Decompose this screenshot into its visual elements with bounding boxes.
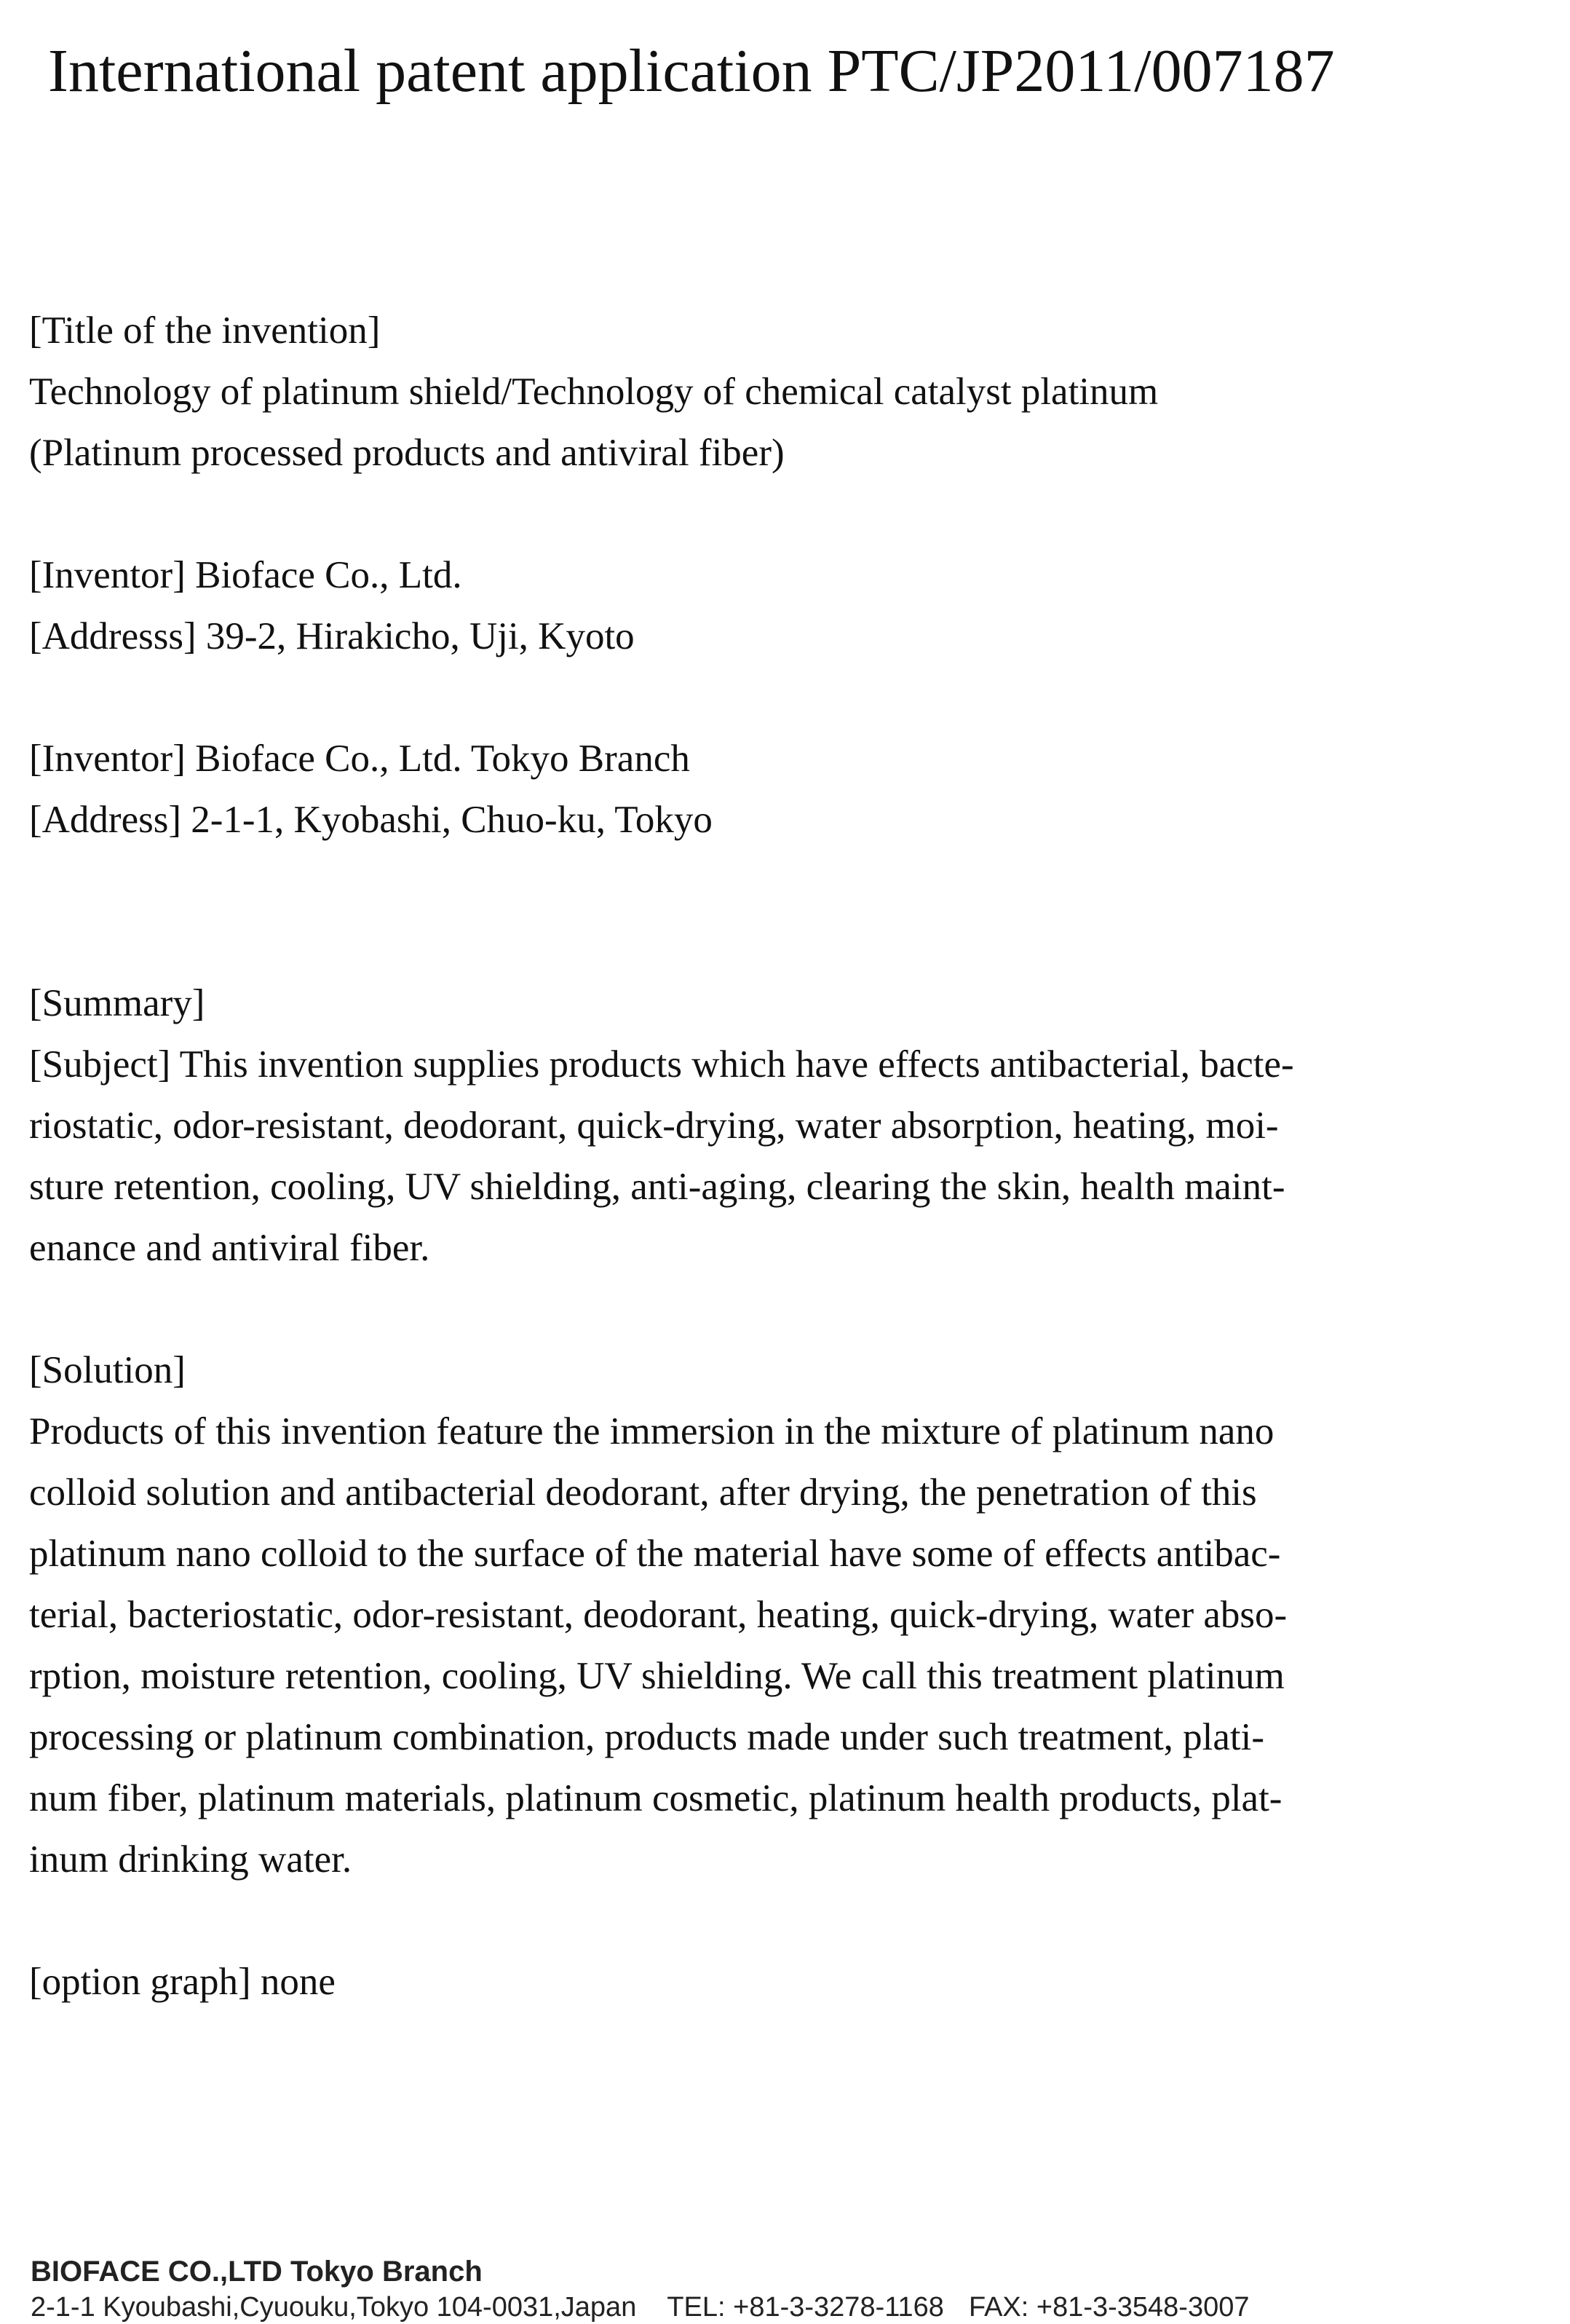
solution-line-4: terial, bacteriostatic, odor-resistant, deodorant, heating, quick-drying, water abso- — [29, 1594, 1288, 1636]
solution-line-1: Products of this invention feature the immersion in the mixture of platinum nano — [29, 1410, 1274, 1452]
footer-fax: FAX: +81-3-3548-3007 — [968, 2292, 1250, 2323]
invention-title-line-2: (Platinum processed products and antiviral fiber) — [29, 432, 785, 474]
summary-heading: [Summary] — [29, 982, 205, 1024]
solution-line-7: num fiber, platinum materials, platinum cosmetic, platinum health products, plat- — [29, 1777, 1282, 1819]
footer-contact — [31, 2291, 1250, 2324]
inventor-2: [Inventor] Bioface Co., Ltd. Tokyo Branch — [29, 738, 690, 780]
solution-line-8: inum drinking water. — [29, 1838, 352, 1881]
solution-line-6: processing or platinum combination, products made under such treatment, plati- — [29, 1716, 1265, 1758]
solution-line-3: platinum nano colloid to the surface of the material have some of effects antibac- — [29, 1533, 1281, 1575]
address-1: [Addresss] 39-2, Hirakicho, Uji, Kyoto — [29, 615, 635, 657]
subject-line-4: enance and antiviral fiber. — [29, 1227, 430, 1269]
invention-title-line-1: Technology of platinum shield/Technology of chemical catalyst platinum — [29, 371, 1159, 413]
footer-address: 2-1-1 Kyoubashi,Cyuouku,Tokyo 104-0031,Japan — [31, 2292, 637, 2323]
footer-tel: TEL: +81-3-3278-1168 — [667, 2292, 944, 2323]
footer-company: BIOFACE CO.,LTD Tokyo Branch — [31, 2256, 483, 2288]
page-title: International patent application PTC/JP2011/007187 — [48, 37, 1335, 105]
solution-line-2: colloid solution and antibacterial deodorant, after drying, the penetration of this — [29, 1471, 1257, 1514]
subject-line-1: [Subject] This invention supplies products which have effects antibacterial, bacte- — [29, 1043, 1294, 1086]
subject-line-2: riostatic, odor-resistant, deodorant, quick-drying, water absorption, heating, moi- — [29, 1104, 1279, 1147]
address-2: [Address] 2-1-1, Kyobashi, Chuo-ku, Tokyo — [29, 799, 713, 841]
solution-heading: [Solution] — [29, 1349, 186, 1391]
option-graph-line: [option graph] none — [29, 1961, 336, 2003]
title-of-invention-heading: [Title of the invention] — [29, 309, 381, 352]
solution-line-5: rption, moisture retention, cooling, UV shielding. We call this treatment platinum — [29, 1655, 1285, 1697]
subject-line-3: sture retention, cooling, UV shielding, anti-aging, clearing the skin, health maint- — [29, 1166, 1285, 1208]
inventor-1: [Inventor] Bioface Co., Ltd. — [29, 554, 462, 596]
